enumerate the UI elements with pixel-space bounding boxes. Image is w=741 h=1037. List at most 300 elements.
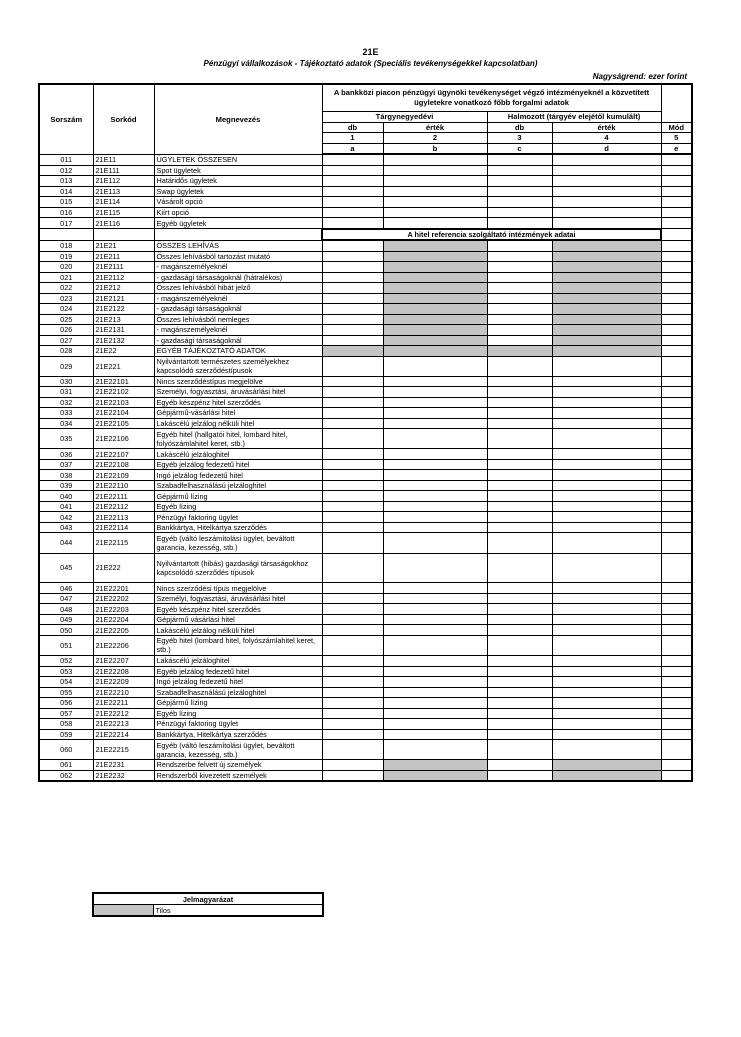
legend-grey-swatch [93,905,153,917]
value-cell[interactable] [322,687,383,698]
value-cell[interactable] [552,698,661,709]
value-cell[interactable] [383,512,487,523]
value-cell[interactable] [487,614,552,625]
row-number: 029 [39,356,93,376]
value-cell[interactable] [383,314,487,325]
value-cell[interactable] [552,512,661,523]
value-cell[interactable] [552,729,661,740]
value-cell[interactable] [322,770,383,781]
value-cell[interactable] [552,154,661,165]
value-cell[interactable] [661,346,692,357]
table-row [39,165,692,176]
value-cell[interactable] [383,154,487,165]
value-cell[interactable] [383,666,487,677]
value-cell[interactable] [322,666,383,677]
value-cell[interactable] [552,251,661,262]
value-cell[interactable] [487,218,552,229]
value-cell[interactable] [552,770,661,781]
value-cell[interactable] [661,376,692,387]
value-cell[interactable] [383,740,487,760]
value-cell[interactable] [383,491,487,502]
value-cell[interactable] [487,408,552,419]
value-cell[interactable] [322,512,383,523]
value-cell[interactable] [487,418,552,429]
value-cell[interactable] [383,429,487,449]
value-cell[interactable] [383,387,487,398]
value-cell[interactable] [552,708,661,719]
value-cell[interactable] [383,614,487,625]
value-cell[interactable] [661,553,692,583]
value-cell[interactable] [383,176,487,187]
value-cell[interactable] [487,335,552,346]
value-cell[interactable] [552,656,661,667]
value-cell[interactable] [661,397,692,408]
value-cell[interactable] [552,522,661,533]
value-cell[interactable] [487,449,552,460]
value-cell[interactable] [322,207,383,218]
value-cell[interactable] [487,593,552,604]
value-cell[interactable] [661,687,692,698]
value-cell[interactable] [552,325,661,336]
value-cell[interactable] [552,314,661,325]
value-cell[interactable] [487,470,552,481]
value-cell[interactable] [552,356,661,376]
value-cell[interactable] [487,293,552,304]
value-cell[interactable] [383,760,487,771]
value-cell[interactable] [487,240,552,251]
value-cell[interactable] [383,583,487,594]
value-cell[interactable] [383,480,487,491]
row-code: 21E2122 [93,304,154,315]
value-cell[interactable] [383,335,487,346]
value-cell[interactable] [661,304,692,315]
table-row [39,304,692,315]
value-cell[interactable] [383,677,487,688]
value-cell[interactable] [552,165,661,176]
value-cell[interactable] [487,512,552,523]
value-cell[interactable] [322,262,383,273]
value-cell[interactable] [552,687,661,698]
value-cell[interactable] [487,429,552,449]
value-cell[interactable] [661,729,692,740]
value-cell[interactable] [661,501,692,512]
value-cell[interactable] [487,325,552,336]
value-cell[interactable] [661,262,692,273]
value-cell[interactable] [383,186,487,197]
value-cell[interactable] [383,687,487,698]
value-cell[interactable] [552,491,661,502]
row-number: 060 [39,740,93,760]
value-cell[interactable] [487,533,552,553]
value-cell[interactable] [552,293,661,304]
value-cell[interactable] [383,698,487,709]
value-cell[interactable] [487,272,552,283]
row-code: 21E22202 [93,593,154,604]
value-cell[interactable] [661,698,692,709]
header-blank [661,84,692,122]
value-cell[interactable] [661,218,692,229]
value-cell[interactable] [383,356,487,376]
value-cell[interactable] [487,176,552,187]
value-cell[interactable] [552,218,661,229]
row-number: 031 [39,387,93,398]
value-cell[interactable] [487,583,552,594]
value-cell[interactable] [322,283,383,294]
value-cell[interactable] [383,346,487,357]
row-code: 21E22107 [93,449,154,460]
value-cell[interactable] [322,553,383,583]
value-cell[interactable] [322,501,383,512]
value-cell[interactable] [487,491,552,502]
value-cell[interactable] [661,429,692,449]
value-cell[interactable] [487,397,552,408]
value-cell[interactable] [552,207,661,218]
value-cell[interactable] [661,480,692,491]
value-cell[interactable] [322,376,383,387]
row-number: 024 [39,304,93,315]
value-cell[interactable] [322,708,383,719]
value-cell[interactable] [661,708,692,719]
value-cell[interactable] [661,740,692,760]
value-cell[interactable] [322,240,383,251]
value-cell[interactable] [661,186,692,197]
row-name: Szabadfelhasználású jelzáloghitel [154,480,322,491]
value-cell[interactable] [552,262,661,273]
value-cell[interactable] [487,553,552,583]
header-number: 4 [552,133,661,144]
value-cell[interactable] [487,760,552,771]
value-cell[interactable] [383,376,487,387]
row-name: Ingó jelzálog fedezetű hitel [154,470,322,481]
value-cell[interactable] [661,314,692,325]
value-cell[interactable] [552,418,661,429]
value-cell[interactable] [661,418,692,429]
value-cell[interactable] [552,719,661,730]
value-cell[interactable] [661,719,692,730]
row-number: 036 [39,449,93,460]
value-cell[interactable] [487,740,552,760]
row-code: 21E2111 [93,262,154,273]
value-cell[interactable] [383,553,487,583]
value-cell[interactable] [661,635,692,655]
value-cell[interactable] [383,501,487,512]
value-cell[interactable] [383,240,487,251]
value-cell[interactable] [552,449,661,460]
value-cell[interactable] [552,583,661,594]
header-db-1: db [322,122,383,133]
value-cell[interactable] [383,522,487,533]
value-cell[interactable] [487,666,552,677]
value-cell[interactable] [487,625,552,636]
value-cell[interactable] [383,470,487,481]
value-cell[interactable] [661,604,692,615]
value-cell[interactable] [383,418,487,429]
value-cell[interactable] [487,677,552,688]
value-cell[interactable] [661,176,692,187]
value-cell[interactable] [322,583,383,594]
value-cell[interactable] [487,154,552,165]
value-cell[interactable] [322,656,383,667]
value-cell[interactable] [322,408,383,419]
value-cell[interactable] [322,314,383,325]
value-cell[interactable] [322,522,383,533]
value-cell[interactable] [322,491,383,502]
value-cell[interactable] [322,293,383,304]
value-cell[interactable] [322,635,383,655]
table-row [39,325,692,336]
value-cell[interactable] [487,251,552,262]
value-cell[interactable] [487,635,552,655]
value-cell[interactable] [322,176,383,187]
table-row [39,604,692,615]
value-cell[interactable] [487,283,552,294]
value-cell[interactable] [383,283,487,294]
value-cell[interactable] [661,770,692,781]
value-cell[interactable] [552,593,661,604]
row-name: Egyéb készpénz hitel szerződés [154,604,322,615]
value-cell[interactable] [487,304,552,315]
value-cell[interactable] [487,165,552,176]
value-cell[interactable] [487,719,552,730]
value-cell[interactable] [322,154,383,165]
value-cell[interactable] [322,533,383,553]
value-cell[interactable] [661,449,692,460]
value-cell[interactable] [661,760,692,771]
value-cell[interactable] [661,625,692,636]
value-cell[interactable] [552,283,661,294]
value-cell[interactable] [552,635,661,655]
value-cell[interactable] [552,429,661,449]
row-code: 21E116 [93,218,154,229]
value-cell[interactable] [552,625,661,636]
value-cell[interactable] [383,719,487,730]
row-name: - magánszemélyeknél [154,325,322,336]
table-row [39,666,692,677]
value-cell[interactable] [661,522,692,533]
row-name: Lakáscélú jelzálog nélküli hitel [154,625,322,636]
value-cell[interactable] [383,593,487,604]
value-cell[interactable] [661,677,692,688]
value-cell[interactable] [487,207,552,218]
value-cell[interactable] [552,740,661,760]
table-row [39,376,692,387]
value-cell[interactable] [661,656,692,667]
value-cell[interactable] [487,480,552,491]
value-cell[interactable] [383,272,487,283]
value-cell[interactable] [487,314,552,325]
value-cell[interactable] [487,687,552,698]
value-cell[interactable] [383,408,487,419]
value-cell[interactable] [383,397,487,408]
value-cell[interactable] [552,553,661,583]
value-cell[interactable] [322,677,383,688]
value-cell[interactable] [383,729,487,740]
header-letter: b [383,143,487,154]
value-cell[interactable] [552,346,661,357]
value-cell[interactable] [322,760,383,771]
value-cell[interactable] [322,218,383,229]
value-cell[interactable] [661,512,692,523]
value-cell[interactable] [322,251,383,262]
table-row [39,719,692,730]
value-cell[interactable] [661,240,692,251]
value-cell[interactable] [487,698,552,709]
table-row [39,522,692,533]
value-cell[interactable] [487,770,552,781]
value-cell[interactable] [322,325,383,336]
value-cell[interactable] [661,408,692,419]
value-cell[interactable] [661,593,692,604]
value-cell[interactable] [487,346,552,357]
row-code: 21E22104 [93,408,154,419]
value-cell[interactable] [383,449,487,460]
value-cell[interactable] [487,387,552,398]
value-cell[interactable] [322,356,383,376]
value-cell[interactable] [552,397,661,408]
value-cell[interactable] [383,304,487,315]
value-cell[interactable] [322,729,383,740]
value-cell[interactable] [552,470,661,481]
value-cell[interactable] [552,387,661,398]
value-cell[interactable] [322,418,383,429]
value-cell[interactable] [383,635,487,655]
value-cell[interactable] [487,729,552,740]
value-cell[interactable] [487,262,552,273]
legend-item-label: Tilos [153,905,323,917]
value-cell[interactable] [322,719,383,730]
value-cell[interactable] [383,293,487,304]
value-cell[interactable] [552,459,661,470]
value-cell[interactable] [552,408,661,419]
row-name: Egyéb (váltó leszámítolási ügylet, beváltott garancia, kezesség, stb.) [154,740,322,760]
value-cell[interactable] [552,666,661,677]
value-cell[interactable] [383,604,487,615]
value-cell[interactable] [383,218,487,229]
value-cell[interactable] [383,770,487,781]
value-cell[interactable] [322,186,383,197]
value-cell[interactable] [552,186,661,197]
value-cell[interactable] [322,272,383,283]
value-cell[interactable] [383,625,487,636]
value-cell[interactable] [552,604,661,615]
value-cell[interactable] [322,304,383,315]
value-cell[interactable] [383,251,487,262]
value-cell[interactable] [661,533,692,553]
value-cell[interactable] [487,197,552,208]
value-cell[interactable] [383,656,487,667]
value-cell[interactable] [661,207,692,218]
value-cell[interactable] [552,480,661,491]
value-cell[interactable] [383,207,487,218]
value-cell[interactable] [487,356,552,376]
value-cell[interactable] [661,583,692,594]
value-cell[interactable] [552,272,661,283]
value-cell[interactable] [322,346,383,357]
value-cell[interactable] [552,760,661,771]
table-row [39,449,692,460]
value-cell[interactable] [552,501,661,512]
value-cell[interactable] [552,240,661,251]
value-cell[interactable] [661,272,692,283]
value-cell[interactable] [383,262,487,273]
value-cell[interactable] [322,335,383,346]
value-cell[interactable] [383,165,487,176]
value-cell[interactable] [552,304,661,315]
value-cell[interactable] [552,614,661,625]
value-cell[interactable] [552,176,661,187]
row-number: 023 [39,293,93,304]
value-cell[interactable] [487,501,552,512]
row-number: 059 [39,729,93,740]
value-cell[interactable] [487,656,552,667]
value-cell[interactable] [661,154,692,165]
value-cell[interactable] [322,429,383,449]
value-cell[interactable] [322,625,383,636]
value-cell[interactable] [661,614,692,625]
value-cell[interactable] [487,186,552,197]
value-cell[interactable] [661,165,692,176]
row-name: Egyéb hitel (lombard hitel, folyószámlahitel keret, stb.) [154,635,322,655]
value-cell[interactable] [322,387,383,398]
value-cell[interactable] [383,708,487,719]
value-cell[interactable] [661,387,692,398]
row-name: Személyi, fogyasztási, áruvásárlási hitel [154,593,322,604]
value-cell[interactable] [322,593,383,604]
value-cell[interactable] [487,459,552,470]
value-cell[interactable] [383,325,487,336]
value-cell[interactable] [322,397,383,408]
value-cell[interactable] [383,459,487,470]
value-cell[interactable] [322,614,383,625]
value-cell[interactable] [661,491,692,502]
value-cell[interactable] [661,293,692,304]
value-cell[interactable] [661,459,692,470]
value-cell[interactable] [322,165,383,176]
row-name: Gépjármű lízing [154,698,322,709]
value-cell[interactable] [552,197,661,208]
value-cell[interactable] [661,356,692,376]
row-number: 035 [39,429,93,449]
value-cell[interactable] [322,480,383,491]
legend-title: Jelmagyarázat [93,893,323,905]
value-cell[interactable] [661,470,692,481]
value-cell[interactable] [322,604,383,615]
value-cell[interactable] [552,335,661,346]
value-cell[interactable] [322,449,383,460]
value-cell[interactable] [661,251,692,262]
value-cell[interactable] [487,522,552,533]
value-cell[interactable] [383,533,487,553]
value-cell[interactable] [322,197,383,208]
value-cell[interactable] [487,708,552,719]
value-cell[interactable] [552,677,661,688]
value-cell[interactable] [322,470,383,481]
value-cell[interactable] [552,376,661,387]
value-cell[interactable] [661,666,692,677]
value-cell[interactable] [322,459,383,470]
value-cell[interactable] [322,740,383,760]
value-cell[interactable] [487,376,552,387]
value-cell[interactable] [661,283,692,294]
value-cell[interactable] [661,197,692,208]
value-cell[interactable] [661,325,692,336]
value-cell[interactable] [487,604,552,615]
row-number: 011 [39,154,93,165]
value-cell[interactable] [661,335,692,346]
value-cell[interactable] [552,533,661,553]
value-cell[interactable] [383,197,487,208]
value-cell[interactable] [322,698,383,709]
